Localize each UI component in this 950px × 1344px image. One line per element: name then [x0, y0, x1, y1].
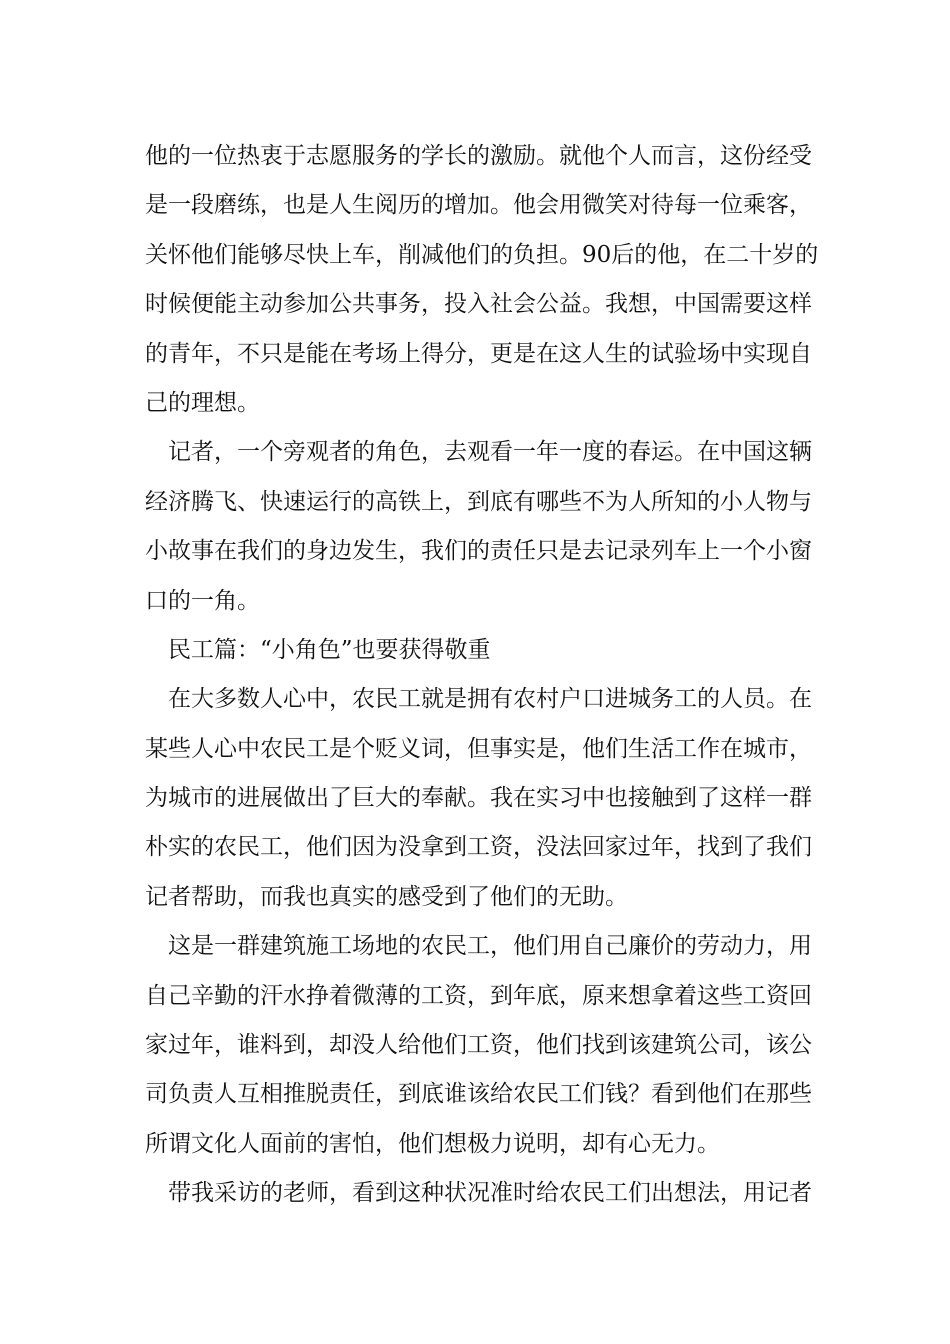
- text-line: 在大多数人心中，农民工就是拥有农村户口进城务工的人员。在: [168, 686, 812, 713]
- text-line: 的青年，不只是能在考场上得分，更是在这人生的试验场中实现自: [145, 340, 812, 367]
- text-line: 记者帮助，而我也真实的感受到了他们的无助。: [145, 883, 628, 910]
- text-line: 是一段磨练，也是人生阅历的增加。他会用微笑对待每一位乘客，: [145, 192, 812, 219]
- text-line: 口的一角。: [145, 587, 260, 614]
- text-line: 民工篇：“小角色”也要获得敬重: [168, 636, 491, 663]
- text-line: 时候便能主动参加公共事务，投入社会公益。我想，中国需要这样: [145, 291, 812, 318]
- body-text: [145, 132, 819, 1219]
- text-line: 他的一位热衷于志愿服务的学长的激励。就他个人而言，这份经受: [145, 143, 812, 169]
- text-line: 某些人心中农民工是个贬义词，但事实是，他们生活工作在城市，: [145, 735, 812, 762]
- text-line: 关怀他们能够尽快上车，削减他们的负担。90后的他，在二十岁的: [145, 241, 819, 268]
- text-line: 带我采访的老师，看到这种状况准时给农民工们出想法，用记者: [168, 1180, 812, 1207]
- text-line: 司负责人互相推脱责任，到底谁该给农民工们钱？看到他们在那些: [145, 1081, 812, 1108]
- text-line: 为城市的进展做出了巨大的奉献。我在实习中也接触到了这样一群: [145, 785, 812, 812]
- text-line: 自己辛勤的汗水挣着微薄的工资，到年底，原来想拿着这些工资回: [145, 982, 812, 1009]
- text-line: 己的理想。: [145, 389, 260, 416]
- text-line: 这是一群建筑施工场地的农民工，他们用自己廉价的劳动力，用: [168, 933, 812, 960]
- text-line: 经济腾飞、快速运行的高铁上，到底有哪些不为人所知的小人物与: [145, 488, 812, 515]
- text-line: 小故事在我们的身边发生，我们的责任只是去记录列车上一个小窗: [145, 538, 812, 565]
- text-line: 朴实的农民工，他们因为没拿到工资，没法回家过年，找到了我们: [145, 834, 812, 861]
- text-line: 所谓文化人面前的害怕，他们想极力说明，却有心无力。: [145, 1130, 720, 1157]
- text-line: 记者，一个旁观者的角色，去观看一年一度的春运。在中国这辆: [168, 439, 812, 466]
- text-line: 家过年，谁料到，却没人给他们工资，他们找到该建筑公司，该公: [145, 1032, 812, 1059]
